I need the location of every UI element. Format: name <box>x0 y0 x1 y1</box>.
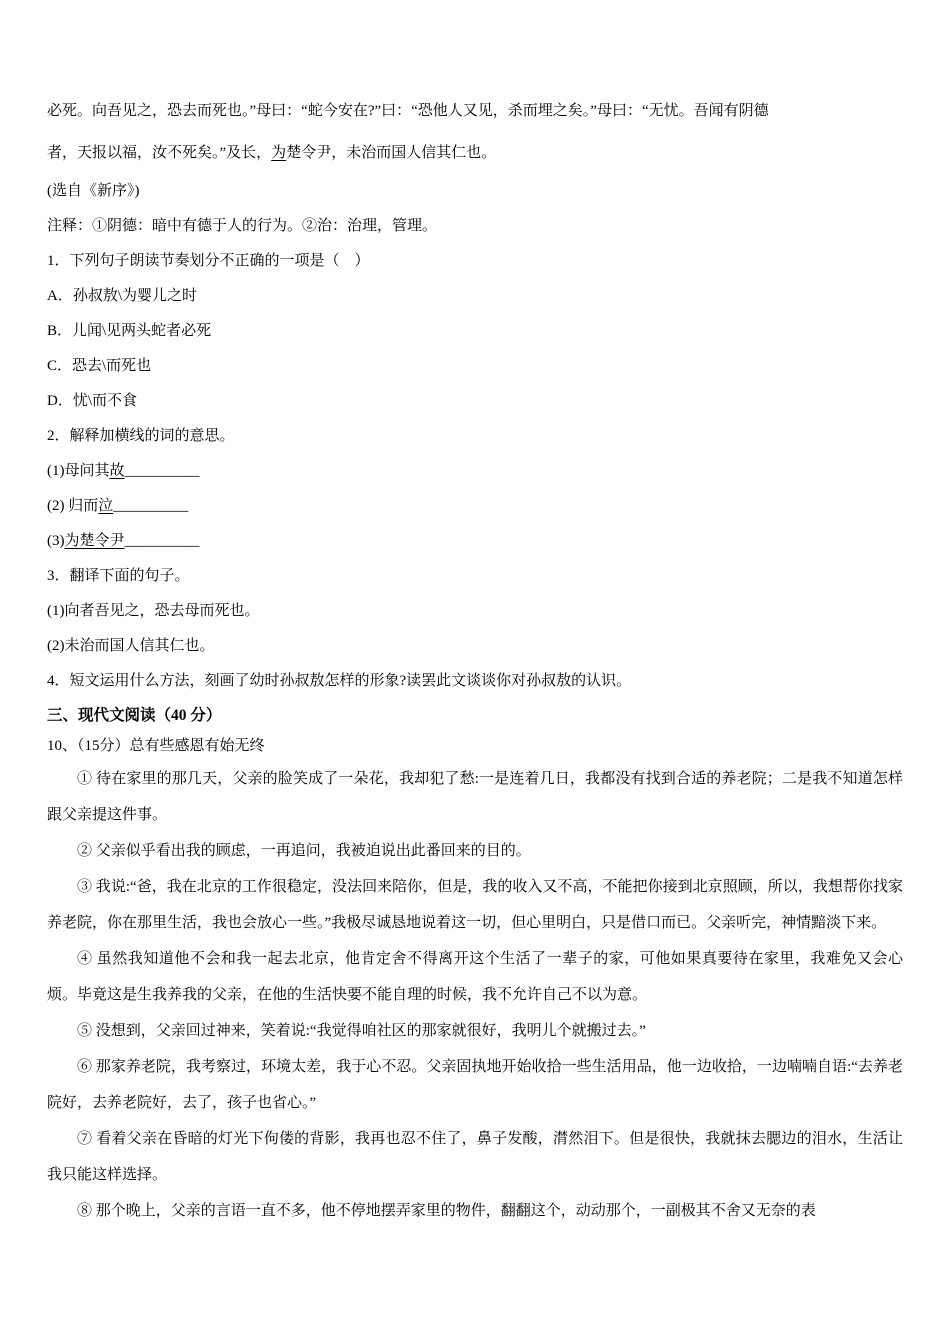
paragraph-1: ① 待在家里的那几天，父亲的脸笑成了一朵花，我却犯了愁:一是连着几日，我都没有找到合适的养老院；二是我不知道怎样跟父亲提这件事。 <box>47 771 903 823</box>
classical-reading-section <box>47 90 903 699</box>
question-1-stem: 1．下列句子朗读节奏划分不正确的一项是（ ） <box>47 253 370 269</box>
item-text: (1)母问其 <box>47 463 110 479</box>
passage-line-1: 必死。向吾见之，恐去而死也。”母曰：“蛇今安在?”曰：“恐他人又见，杀而埋之矣。”母曰：“无忧。吾闻有阴德 <box>47 103 769 119</box>
modern-item-header: 10、（15分）总有些感恩有始无终 <box>47 738 265 754</box>
question-1-option-a: A．孙叔敖\为婴儿之时 <box>47 288 198 304</box>
question-3-stem: 3．翻译下面的句子。 <box>47 568 190 584</box>
question-2-stem: 2．解释加横线的词的意思。 <box>47 428 235 444</box>
underlined-word: 泣 <box>98 498 114 514</box>
question-3-item-1: (1)向者吾见之，恐去母而死也。 <box>47 603 260 619</box>
question-2-item-1 <box>47 454 903 489</box>
answer-blank: __________ <box>113 498 189 514</box>
question-1-option-c: C．恐去\而死也 <box>47 358 152 374</box>
passage-line-2 <box>47 132 903 174</box>
question-3-item-2: (2)未治而国人信其仁也。 <box>47 638 215 654</box>
paragraph-4: ④ 虽然我知道他不会和我一起去北京，他肯定舍不得离开这个生活了一辈子的家，可他如果真要待在家里，我难免又会心烦。毕竟这是生我养我的父亲，在他的生活快要不能自理的时候，我不允许自己不以为意。 <box>47 951 903 1003</box>
question-2-item-2 <box>47 489 903 524</box>
item-text: (2) 归而 <box>47 498 99 514</box>
question-1-option-d: D．忧\而不食 <box>47 393 138 409</box>
passage-source: (选自《新序》) <box>47 183 140 199</box>
question-1-option-b: B．儿闻\见两头蛇者必死 <box>47 323 212 339</box>
answer-blank: __________ <box>124 463 200 479</box>
underlined-word: 为 <box>271 145 287 161</box>
passage-notes: 注释：①阴德：暗中有德于人的行为。②治：治理，管理。 <box>47 218 438 234</box>
modern-reading-section <box>47 701 903 1229</box>
passage-text: 楚令尹，未治而国人信其仁也。 <box>286 145 497 161</box>
underlined-word: 故 <box>109 463 125 479</box>
underlined-word: 为楚令尹 <box>64 533 125 549</box>
question-2-item-3 <box>47 524 903 559</box>
paragraph-3: ③ 我说:“爸，我在北京的工作很稳定，没法回来陪你，但是，我的收入又不高，不能把你接到北京照顾，所以，我想帮你找家养老院，你在那里生活，我也会放心一些。”我极尽诚恳地说着这一切，但心里明白，只是借口而已。父亲听完，神情黯淡下来。 <box>47 879 903 931</box>
paragraph-7: ⑦ 看着父亲在昏暗的灯光下佝偻的背影，我再也忍不住了，鼻子发酸，潸然泪下。但是很快，我就抹去腮边的泪水，生活让我只能这样选择。 <box>47 1131 903 1183</box>
paragraph-8: ⑧ 那个晚上，父亲的言语一直不多，他不停地摆弄家里的物件，翻翻这个，动动那个，一副极其不舍又无奈的表 <box>77 1203 816 1219</box>
item-text: (3) <box>47 533 65 549</box>
question-4-stem: 4．短文运用什么方法，刻画了幼时孙叔敖怎样的形象?读罢此文谈谈你对孙叔敖的认识。 <box>47 673 632 689</box>
section-3-heading: 三、现代文阅读（40 分） <box>47 707 222 724</box>
passage-text: 者，天报以福，汝不死矣。”及长， <box>47 145 272 161</box>
paragraph-5: ⑤ 没想到，父亲回过神来，笑着说:“我觉得咱社区的那家就很好，我明儿个就搬过去。” <box>77 1023 646 1039</box>
paragraph-2: ② 父亲似乎看出我的顾虑，一再追问，我被迫说出此番回来的目的。 <box>77 843 531 859</box>
paragraph-6: ⑥ 那家养老院，我考察过，环境太差，我于心不忍。父亲固执地开始收拾一些生活用品，他一边收拾，一边喃喃自语:“去养老院好，去养老院好，去了，孩子也省心。” <box>47 1059 903 1111</box>
answer-blank: __________ <box>124 533 200 549</box>
